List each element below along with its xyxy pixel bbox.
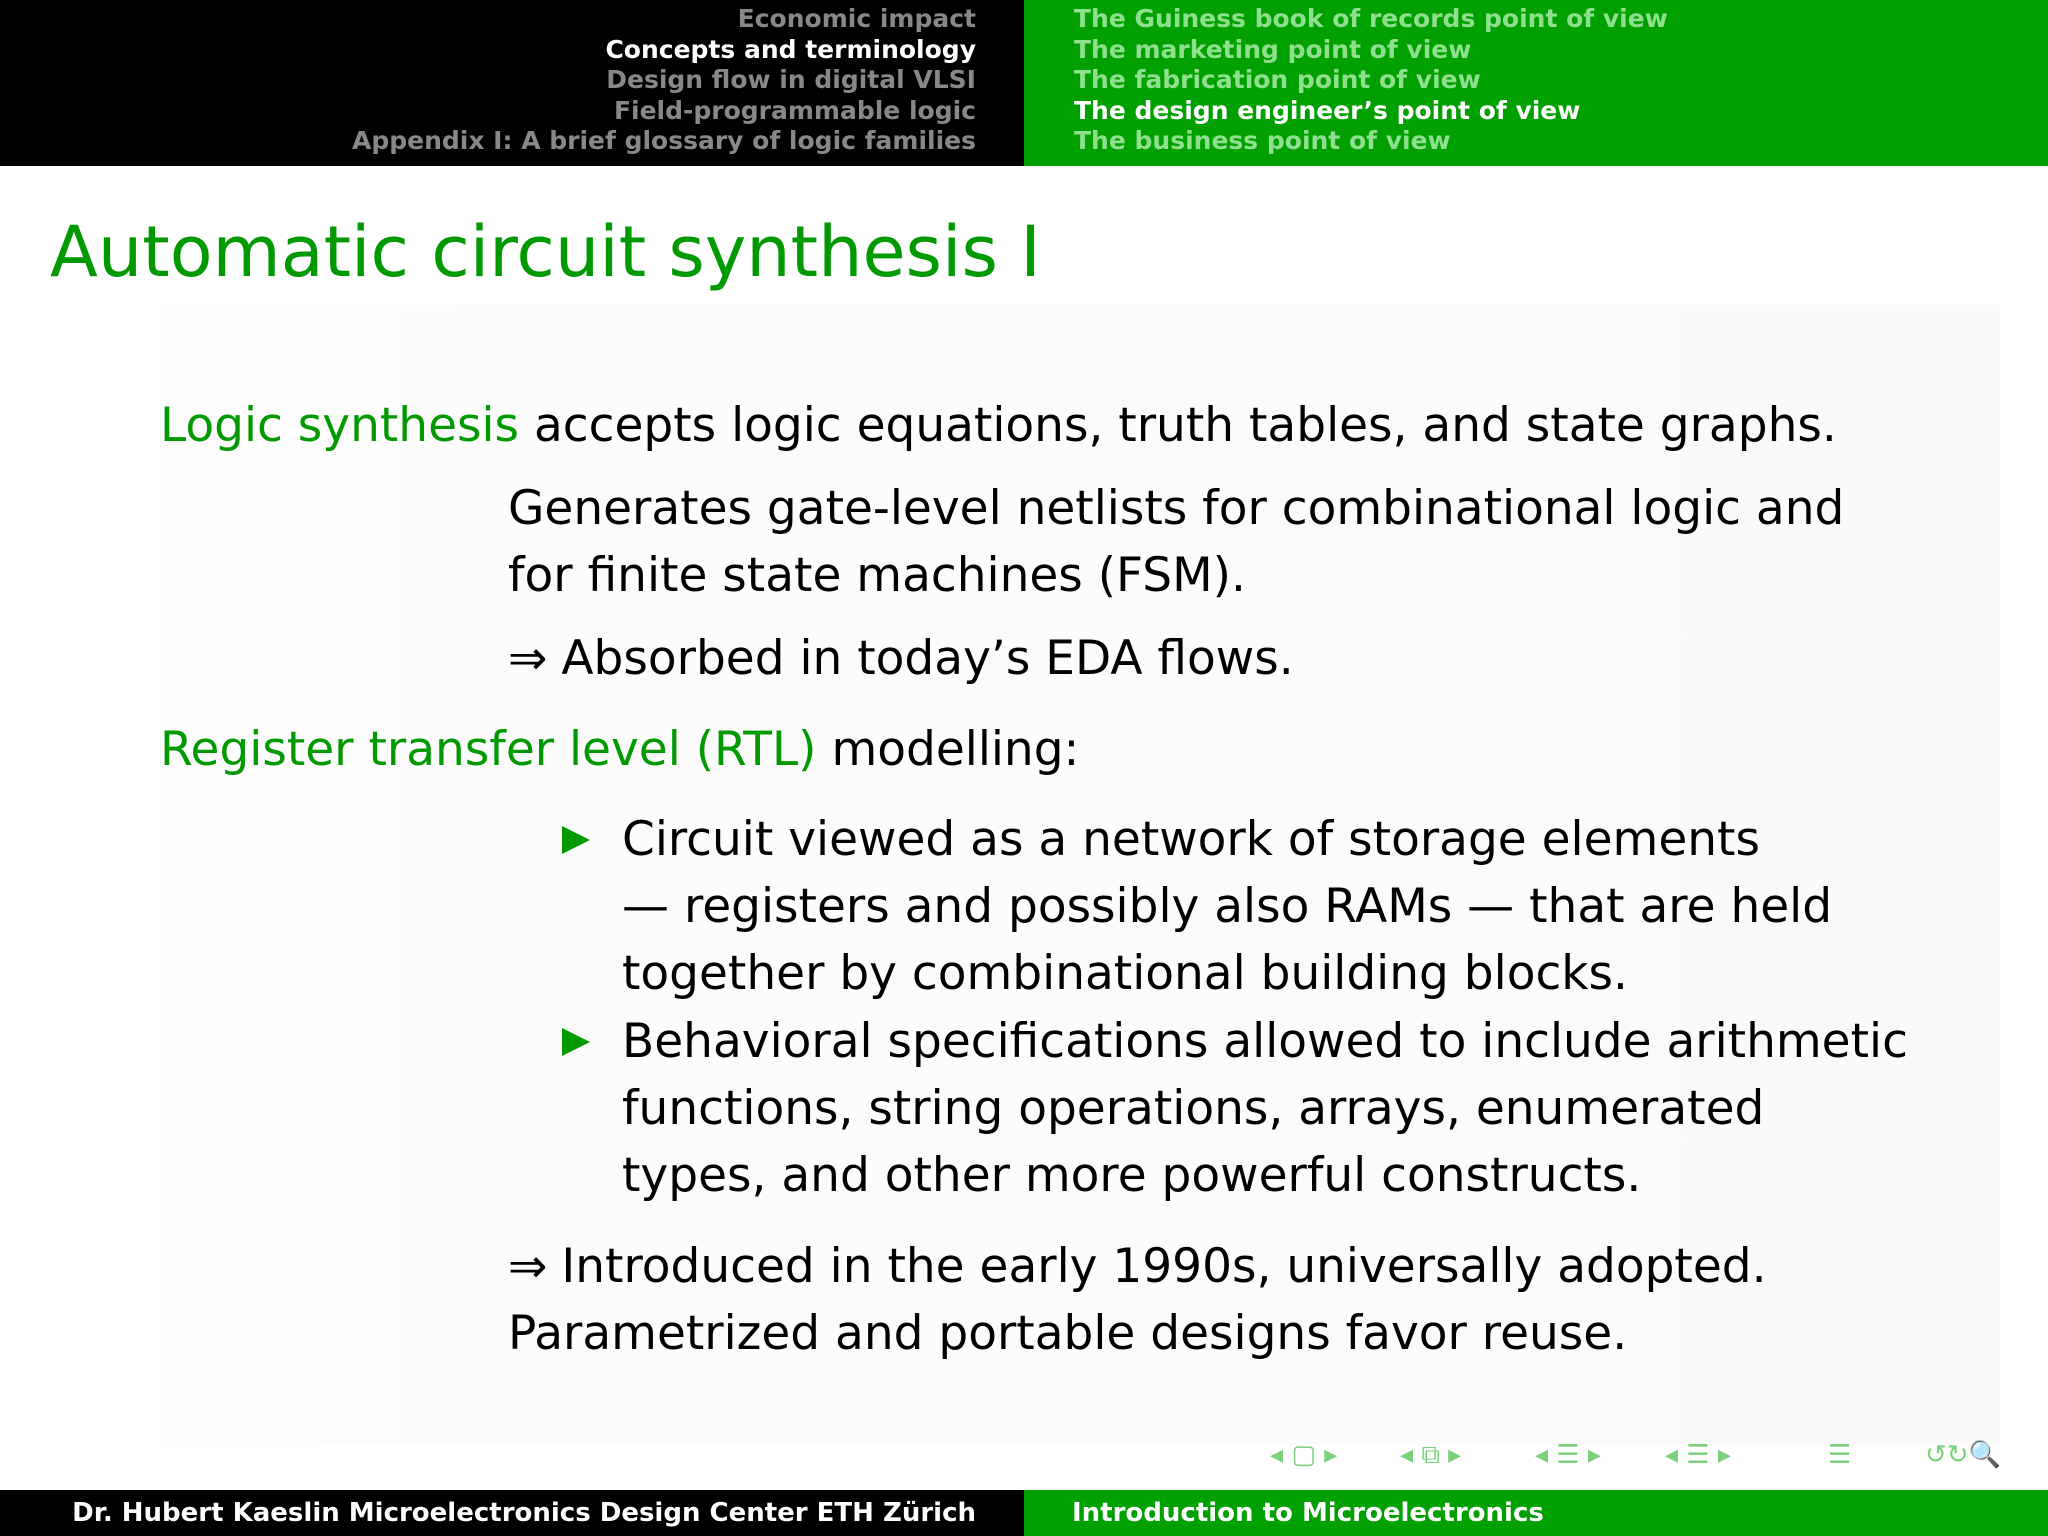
bullet-triangle-icon <box>562 826 590 854</box>
logic-synthesis-detail-2: for finite state machines (FSM). <box>508 548 1246 603</box>
footer-title: Introduction to Microelectronics <box>1072 1498 1544 1528</box>
footer-title-panel <box>1024 1490 2048 1536</box>
rtl-bullet-2-line-1: Behavioral specifications allowed to include arithmetic <box>622 1014 1908 1069</box>
logic-synthesis-row <box>160 396 1837 456</box>
rtl-bullet-2-line-3: types, and other more powerful constructs. <box>622 1148 1642 1203</box>
section-link-design-flow[interactable]: Design flow in digital VLSI <box>606 65 976 94</box>
implication-text: Absorbed in today’s EDA flows. <box>561 631 1294 686</box>
rtl-implication-text: Introduced in the early 1990s, universally adopted. <box>561 1239 1767 1294</box>
rtl-term: Register transfer level (RTL) <box>160 722 817 777</box>
subsection-link-business[interactable]: The business point of view <box>1074 126 1451 155</box>
rtl-bullet-1-line-1: Circuit viewed as a network of storage elements <box>622 812 1760 867</box>
rtl-closing: Parametrized and portable designs favor reuse. <box>508 1306 1628 1361</box>
implies-arrow-icon: ⇒ <box>508 631 548 686</box>
logic-synthesis-desc: accepts logic equations, truth tables, and state graphs. <box>534 398 1837 453</box>
align-icon[interactable]: ☰ <box>1828 1440 1852 1470</box>
rtl-desc: modelling: <box>831 722 1080 777</box>
footer-author: Dr. Hubert Kaeslin Microelectronics Design Center ETH Zürich <box>72 1498 976 1528</box>
section-nav-panel <box>0 0 1024 166</box>
subsection-nav-icon[interactable]: ◂ ⧉ ▸ <box>1400 1440 1462 1470</box>
logic-synthesis-term: Logic synthesis <box>160 398 520 453</box>
section-link-fpl[interactable]: Field-programmable logic <box>613 95 976 125</box>
subsection-nav-panel <box>1024 0 2048 166</box>
rtl-implication <box>508 1237 1767 1297</box>
frame-nav-icon[interactable]: ◂ ▢ ▸ <box>1270 1440 1338 1470</box>
section-link-economic-impact[interactable]: Economic impact <box>737 4 976 33</box>
subsection-link-design-engineer[interactable]: The design engineer’s point of view <box>1074 95 1581 125</box>
subsection-list <box>1074 4 1668 157</box>
implies-arrow-icon: ⇒ <box>508 1239 548 1294</box>
slide-title: Automatic circuit synthesis I <box>50 211 1041 293</box>
section-nav-icon[interactable]: ◂ ☰ ▸ <box>1535 1440 1601 1470</box>
bullet-triangle-icon <box>562 1028 590 1056</box>
subsection-link-fabrication[interactable]: The fabrication point of view <box>1074 65 1481 94</box>
section-link-appendix[interactable]: Appendix I: A brief glossary of logic families <box>352 126 976 155</box>
section-list <box>352 4 976 157</box>
rtl-bullet-1-line-2: — registers and possibly also RAMs — that are held <box>622 879 1833 934</box>
section-link-concepts[interactable]: Concepts and terminology <box>605 34 976 64</box>
logic-synthesis-implication <box>508 629 1294 689</box>
search-icon[interactable]: ↺↻🔍 <box>1925 1440 2001 1470</box>
rtl-row <box>160 720 1079 780</box>
section2-nav-icon[interactable]: ◂ ☰ ▸ <box>1665 1440 1731 1470</box>
footer-author-panel <box>0 1490 1024 1536</box>
rtl-bullet-2-line-2: functions, string operations, arrays, enumerated <box>622 1081 1765 1136</box>
header-bar <box>0 0 2048 166</box>
subsection-link-marketing[interactable]: The marketing point of view <box>1074 34 1472 64</box>
logic-synthesis-detail-1: Generates gate-level netlists for combinational logic and <box>508 481 1845 536</box>
rtl-bullet-1-line-3: together by combinational building blocks. <box>622 946 1628 1001</box>
subsection-link-guiness[interactable]: The Guiness book of records point of view <box>1074 4 1668 33</box>
footer-bar <box>0 1490 2048 1536</box>
